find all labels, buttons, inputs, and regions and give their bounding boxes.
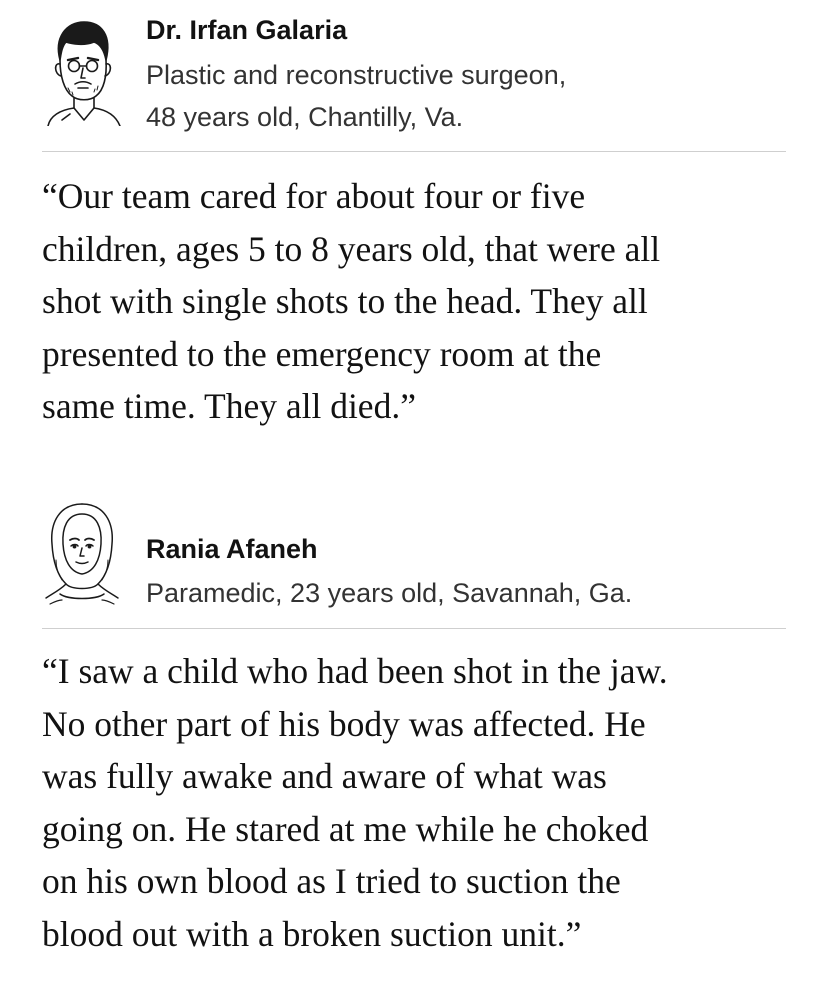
avatar-illustration-man xyxy=(40,16,124,126)
quote-line: children, ages 5 to 8 years old, that were all xyxy=(42,228,661,269)
profile-description-line-2: 48 years old, Chantilly, Va. xyxy=(146,102,464,132)
divider xyxy=(42,151,786,152)
quote-line: same time. They all died.” xyxy=(42,386,416,426)
quote xyxy=(42,170,802,433)
profile-description-line-1: Paramedic, 23 years old, Savannah, Ga. xyxy=(146,578,633,608)
quote-line: presented to the emergency room at the xyxy=(42,333,602,374)
quote-line: on his own blood as I tried to suction the xyxy=(42,861,621,901)
quote-line: “I saw a child who had been shot in the jaw. xyxy=(42,651,668,691)
profile-description-line-1: Plastic and reconstructive surgeon, xyxy=(146,60,567,90)
quote-line: “Our team cared for about four or five xyxy=(42,176,586,216)
quote-line: was fully awake and aware of what was xyxy=(42,756,607,796)
divider xyxy=(42,628,786,629)
quote-line: going on. He stared at me while he choked xyxy=(42,808,649,849)
quote-line: blood out with a broken suction unit.” xyxy=(42,913,582,954)
quote xyxy=(42,645,802,960)
profile-name: Rania Afaneh xyxy=(146,534,318,564)
quote-line: No other part of his body was affected. He xyxy=(42,703,646,744)
profile-name: Dr. Irfan Galaria xyxy=(146,15,348,45)
avatar-illustration-woman xyxy=(40,500,124,610)
quote-line: shot with single shots to the head. They all xyxy=(42,281,648,321)
